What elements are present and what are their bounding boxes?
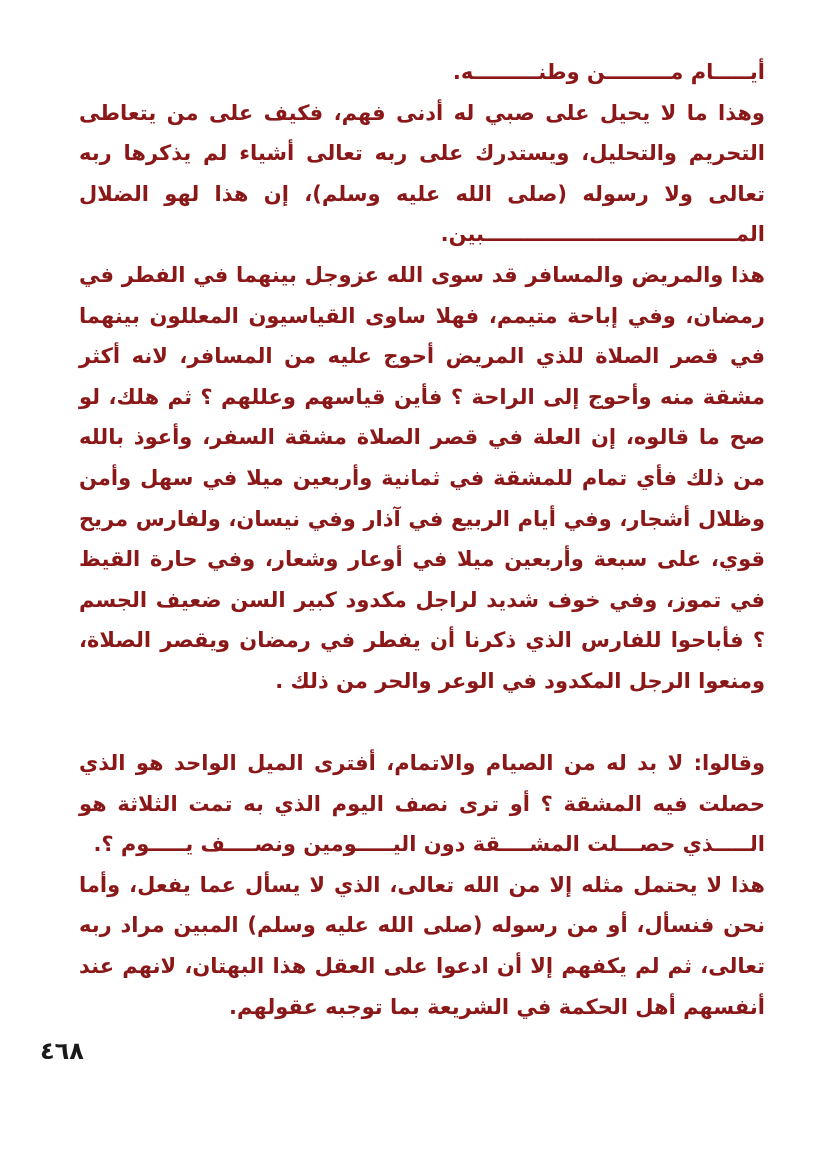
paragraph-3: هذا والمريض والمسافر قد سوى الله عزوجل بينهما في الفطر في رمضان، وفي إباحة متيمم، فهلا ساوى القياسيون المعللون بينهما في قصر الصلاة للذي المريض أحوج عليه من المسافر، لانه أكثر مشقة منه وأحوج إلى الراحة ؟ فأين قياسهم وعللهم ؟ ثم هلك، لو صح ما قالوه، إن العلة في قصر الصلاة مشقة السفر، وأعوذ بالله من ذلك فأي تمام للمشقة في ثمانية وأربعين ميلا في سهل وأمن وظلال أشجار، وفي أيام الربيع في آذار وفي نيسان، ولفارس مريح قوي، على سبعة وأربعين ميلا في أوعار وشعار، وفي حارة القيظ في تموز، وفي خوف شديد لراجل مكدود كبير السن ضعيف الجسم ؟ فأباحوا للفارس الذي ذكرنا أن يفطر في رمضان ويقصر الصلاة، ومنعوا الرجل المكدود في الوعر والحر من ذلك . [79,262,765,693]
paragraph-2: وهذا ما لا يحيل على صبي له أدنى فهم، فكيف على من يتعاطى التحريم والتحليل، ويستدرك على ربه تعالى أشياء لم يذكرها ربه تعالى ولا رسوله (صلى الله عليه وسلم)، إن هذا لهو الضلال المـــــــــــــــــــــــــــــــــــبين. [79,100,765,247]
text-section-top [79,52,765,702]
paragraph-5: هذا لا يحتمل مثله إلا من الله تعالى، الذي لا يسأل عما يفعل، وأما نحن فنسأل، أو من رسوله (صلى الله عليه وسلم) المبين مراد ربه تعالى، ثم لم يكفهم إلا أن ادعوا على العقل هذا البهتان، لانهم عند أنفسهم أهل الحكمة في الشريعة بما توجبه عقولهم. [79,872,765,1019]
page-number: ٤٦٨ [40,1037,84,1065]
paragraph-4: وقالوا: لا بد له من الصيام والاتمام، أفترى الميل الواحد هو الذي حصلت فيه المشقة ؟ أو ترى نصف اليوم الذي به تمت الثلاثة هو الـــــذي حصـــلت المشــــقة دون اليـــــومين ونصــــف يـــــوم ؟. [79,751,765,857]
paragraph-1: أيـــــام مـــــــــن وطنـــــــــه. [452,60,765,84]
text-section-bottom [79,743,765,1027]
